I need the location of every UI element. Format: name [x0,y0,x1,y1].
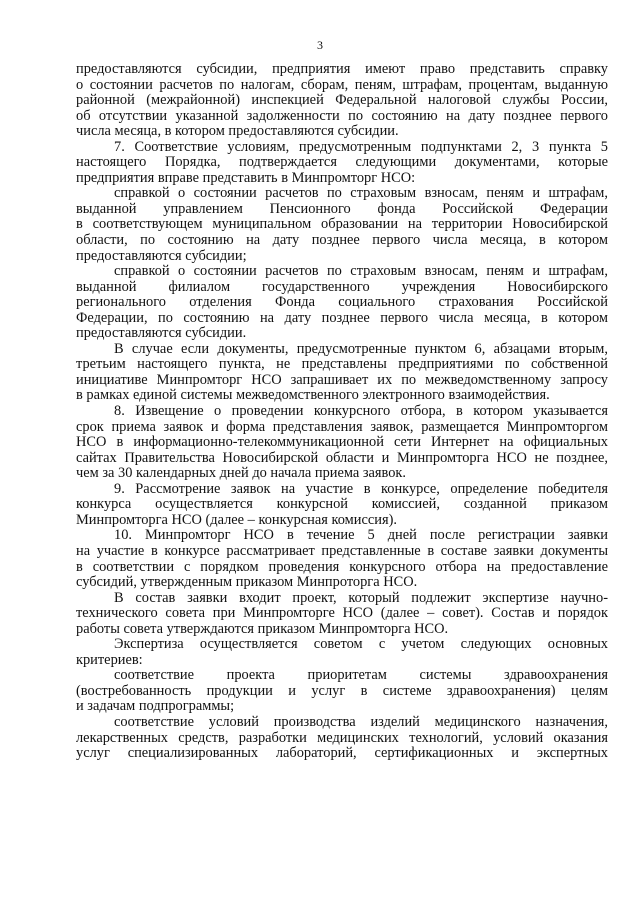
text-line: предприятия вправе представить в Минпромторг НСО: [76,169,416,186]
text-line: о состоянии расчетов по налогам, сборам, пеням, штрафам, процентам, выданную [76,76,608,93]
text-line: критериев: [76,651,143,668]
text-line: В случае если документы, предусмотренные пунктом 6, абзацами вторым, [114,340,608,357]
text-line: Федерации, по состоянию на дату позднее первого числа месяца, в котором [76,309,608,326]
paragraph [76,528,608,590]
text-line: лекарственных средств, разработки медицинских технологий, условий оказания [76,729,608,746]
text-line: В состав заявки входит проект, который подлежит экспертизе научно- [114,589,608,606]
text-line: предоставляются субсидии; [76,247,247,264]
text-line: предоставляются субсидии, предприятия имеют право представить справку [76,61,608,77]
paragraph [76,62,608,140]
text-line: инициативе Минпромторг НСО запрашивает их по межведомственному запросу [76,371,608,388]
text-line: 7. Соответствие условиям, предусмотренным подпунктами 2, 3 пункта 5 [114,138,608,155]
text-line: числа месяца, в котором предоставляются субсидии. [76,123,399,140]
text-line: (востребованность продукции и услуг в системе здравоохранения) целям [76,682,608,699]
text-line: Экспертиза осуществляется советом с учетом следующих основных [114,636,608,653]
paragraph [76,264,608,342]
text-line: регионального отделения Фонда социального страхования Российской [76,294,608,311]
text-line: чем за 30 календарных дней до начала приема заявок. [76,465,407,482]
paragraph [76,591,608,638]
document-body [76,62,608,762]
text-line: Минпромторга НСО (далее – конкурсная комиссия). [76,511,397,528]
text-line: справкой о состоянии расчетов по страховым взносам, пеням и штрафам, [114,185,608,202]
text-line: настоящего Порядка, подтверждается следующими документами, которые [76,154,608,171]
paragraph [76,637,608,668]
text-line: и задачам подпрограммы; [76,698,235,715]
paragraph [76,715,608,762]
text-line: справкой о состоянии расчетов по страховым взносам, пеням и штрафам, [114,263,608,280]
text-line: на участие в конкурсе рассматривает представленные в составе заявки документы [76,542,608,559]
text-line: в соответствии с порядком проведения конкурсного отбора на предоставление [76,558,608,575]
text-line: об отсутствии указанной задолженности по состоянию на дату позднее первого [76,107,608,124]
paragraph [76,342,608,404]
text-line: услуг специализированных лабораторий, сертификационных и экспертных [76,745,608,762]
text-line: соответствие условий производства изделий медицинского назначения, [114,713,608,730]
text-line: работы совета утверждаются приказом Минпромторга НСО. [76,620,449,637]
paragraph [76,404,608,482]
text-line: срок приема заявок и форма представления заявок, размещается Минпромторгом [76,418,608,435]
text-line: 10. Минпромторг НСО в течение 5 дней после регистрации заявки [114,527,608,544]
paragraph [76,668,608,715]
text-line: соответствие проекта приоритетам системы здравоохранения [114,667,608,684]
text-line: области, по состоянию на дату позднее первого числа месяца, в котором [76,232,608,249]
text-line: конкурса осуществляется конкурсной комиссией, созданной приказом [76,496,608,513]
text-line: выданной филиалом государственного учреждения Новосибирского [76,278,608,295]
text-line: в соответствующем муниципальном образовании на территории Новосибирской [76,216,608,233]
text-line: третьим настоящего пункта, не представлены предприятиями по собственной [76,356,608,373]
text-line: 9. Рассмотрение заявок на участие в конкурсе, определение победителя [114,480,608,497]
text-line: выданной управлением Пенсионного фонда Российской Федерации [76,200,608,217]
page-number: 3 [317,38,323,52]
text-line: предоставляются субсидии. [76,325,247,342]
text-line: в рамках единой системы межведомственного электронного взаимодействия. [76,387,550,404]
paragraph [76,482,608,529]
text-line: районной (межрайонной) инспекцией Федеральной налоговой службы России, [76,92,608,109]
text-line: субсидий, утвержденным приказом Минпроторга НСО. [76,574,418,591]
text-line: сайтах Правительства Новосибирской области и Минпромторга НСО не позднее, [76,449,608,466]
text-line: НСО в информационно-телекоммуникационной сети Интернет на официальных [76,434,608,451]
paragraph [76,140,608,187]
text-line: технического совета при Минпромторге НСО (далее – совет). Состав и порядок [76,605,608,622]
paragraph [76,186,608,264]
text-line: 8. Извещение о проведении конкурсного отбора, в котором указывается [114,403,608,420]
